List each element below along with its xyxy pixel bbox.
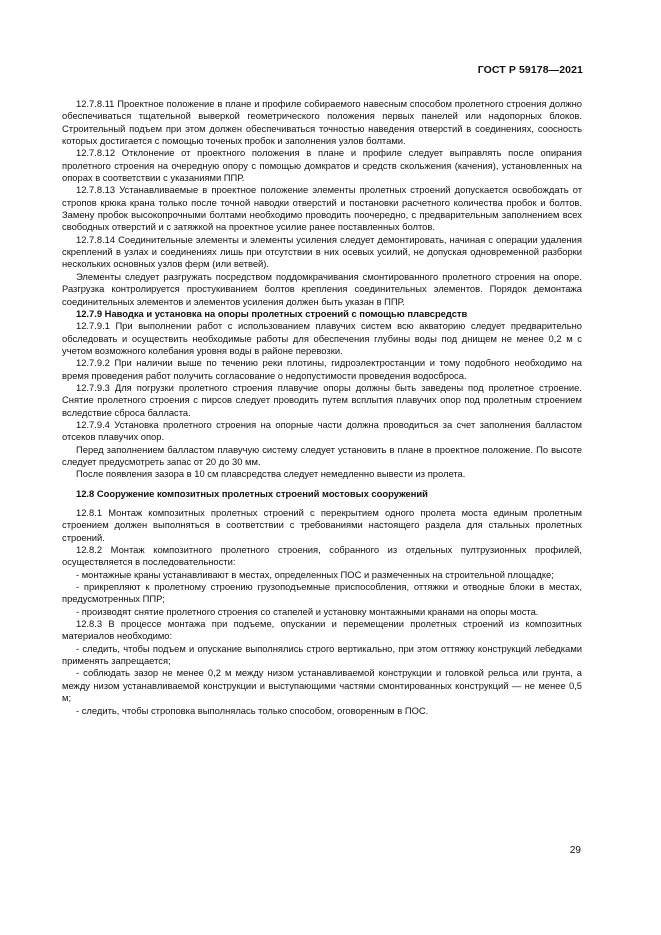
- paragraph-12-8-1: 12.8.1 Монтаж композитных пролетных строений с перекрытием одного пролета моста единым пролетным строением должен выполняться в соответствии с требованиями настоящего раздела для стальных пролетных строений.: [62, 507, 582, 543]
- paragraph-12-7-9-2: 12.7.9.2 При наличии выше по течению реки плотины, гидроэлектростанции и тому подобного необходимо на время проведения работ получить согласование о недопустимости проведения водосброса.: [62, 357, 582, 381]
- list-item: - соблюдать зазор не менее 0,2 м между низом устанавливаемой конструкции и головкой рельса или грунта, а между низом устанавливаемой конструкции и выступающими частями смонтированных конструкций — не менее 0,5 м;: [62, 667, 582, 704]
- paragraph-12-7-8-11: 12.7.8.11 Проектное положение в плане и профиле собираемого навесным способом пролетного строения должно обеспечиваться тщательной выверкой геометрического положения первых панелей или надопорных блоков. Строительный подъем при этом должен обеспечиваться точностью наведения отверстий в соединениях, соосность которых достигается с помощью точеных пробок и заполнения узлов болтами.: [62, 98, 582, 147]
- paragraph-12-7-8-12: 12.7.8.12 Отклонение от проектного положения в плане и профиле следует выправлять после опирания пролетного строения на очередную опору с помощью домкратов и средств скольжения (качения), установленных на опорах в соответствии с указаниями ППР.: [62, 147, 582, 184]
- list-item: - следить, чтобы строповка выполнялась только способом, оговоренным в ПОС.: [76, 704, 429, 716]
- paragraph-12-8-3: 12.8.3 В процессе монтажа при подъеме, опускании и перемещении пролетных строений из композитных материалов необходимо:: [62, 618, 582, 642]
- paragraph-12-7-9-3: 12.7.9.3 Для погрузки пролетного строения плавучие опоры должны быть заведены под пролетное строение. Снятие пролетного строения с пирсов следует проводить путем всплытия плавучих опор под пролетным строением вследствие сброса балласта.: [62, 381, 582, 418]
- paragraph-gap: После появления зазора в 10 см плавсредства следует немедленно вывести из пролета.: [76, 468, 466, 480]
- paragraph-12-7-9-1: 12.7.9.1 При выполнении работ с использованием плавучих систем всю акваторию следует предварительно обследовать и осуществить необходимые работы для обеспечения глубины воды под днищем не менее 0,2 м с учетом возможного колебания уровня воды в районе перевозки.: [62, 320, 582, 356]
- paragraph-12-7-8-14: 12.7.8.14 Соединительные элементы и элементы усиления следует демонтировать, начиная с операции удаления скреплений в узлах и соединениях лишь при отсутствии в них осевых усилий, не допуская одновременной разборки нескольких основных узлов ферм (или ветвей).: [62, 233, 582, 270]
- list-item: - прикрепляют к пролетному строению грузоподъемные приспособления, оттяжки и отводные блоки в местах, предусмотренных ППР;: [62, 581, 582, 605]
- paragraph-12-8-2: 12.8.2 Монтаж композитного пролетного строения, собранного из отдельных пултрузионных профилей, осуществляется в последовательности:: [62, 544, 582, 568]
- list-item: - монтажные краны устанавливают в местах, определенных ПОС и размеченных на строительной площадке;: [76, 568, 554, 580]
- paragraph-12-7-8-13: 12.7.8.13 Устанавливаемые в проектное положение элементы пролетных строений допускается освобождать от стропов крюка крана только после точной наводки отверстий и постановки расчетного количества пробок и болтов. Замену пробок высокопрочными болтами необходимо проводить поочередно, с предварительным заполнением всех свободных отверстий и с затяжкой на проектное усилие ранее поставленных болтов.: [62, 184, 582, 233]
- heading-12-7-9: 12.7.9 Наводка и установка на опоры пролетных строений с помощью плавсредств: [76, 307, 468, 319]
- document-header: ГОСТ Р 59178—2021: [477, 64, 583, 76]
- paragraph-ballast: Перед заполнением балластом плавучую систему следует установить в плане в проектное положение. По высоте следует предусмотреть запас от 20 до 30 мм.: [62, 443, 582, 467]
- heading-12-8: 12.8 Сооружение композитных пролетных строений мостовых сооружений: [76, 487, 428, 499]
- document-body: [62, 98, 582, 717]
- list-item: - следить, чтобы подъем и опускание выполнялись строго вертикально, при этом оттяжку конструкций лебедками применять запрещается;: [62, 642, 582, 667]
- paragraph-unloading: Элементы следует разгружать посредством поддомкрачивания смонтированного пролетного строения на опоре. Разгрузка контролируется простукиванием болтов крепления соединительных элементов. Порядок демонтажа соединительных элементов и элементов усиления должен быть указан в ППР.: [62, 270, 582, 307]
- list-item: - производят снятие пролетного строения со стапелей и установку монтажными кранами на опоры моста.: [76, 605, 539, 617]
- paragraph-12-7-9-4: 12.7.9.4 Установка пролетного строения на опорные части должна проводиться за счет заполнения балластом отсеков плавучих опор.: [62, 418, 582, 443]
- page-number: 29: [569, 845, 581, 856]
